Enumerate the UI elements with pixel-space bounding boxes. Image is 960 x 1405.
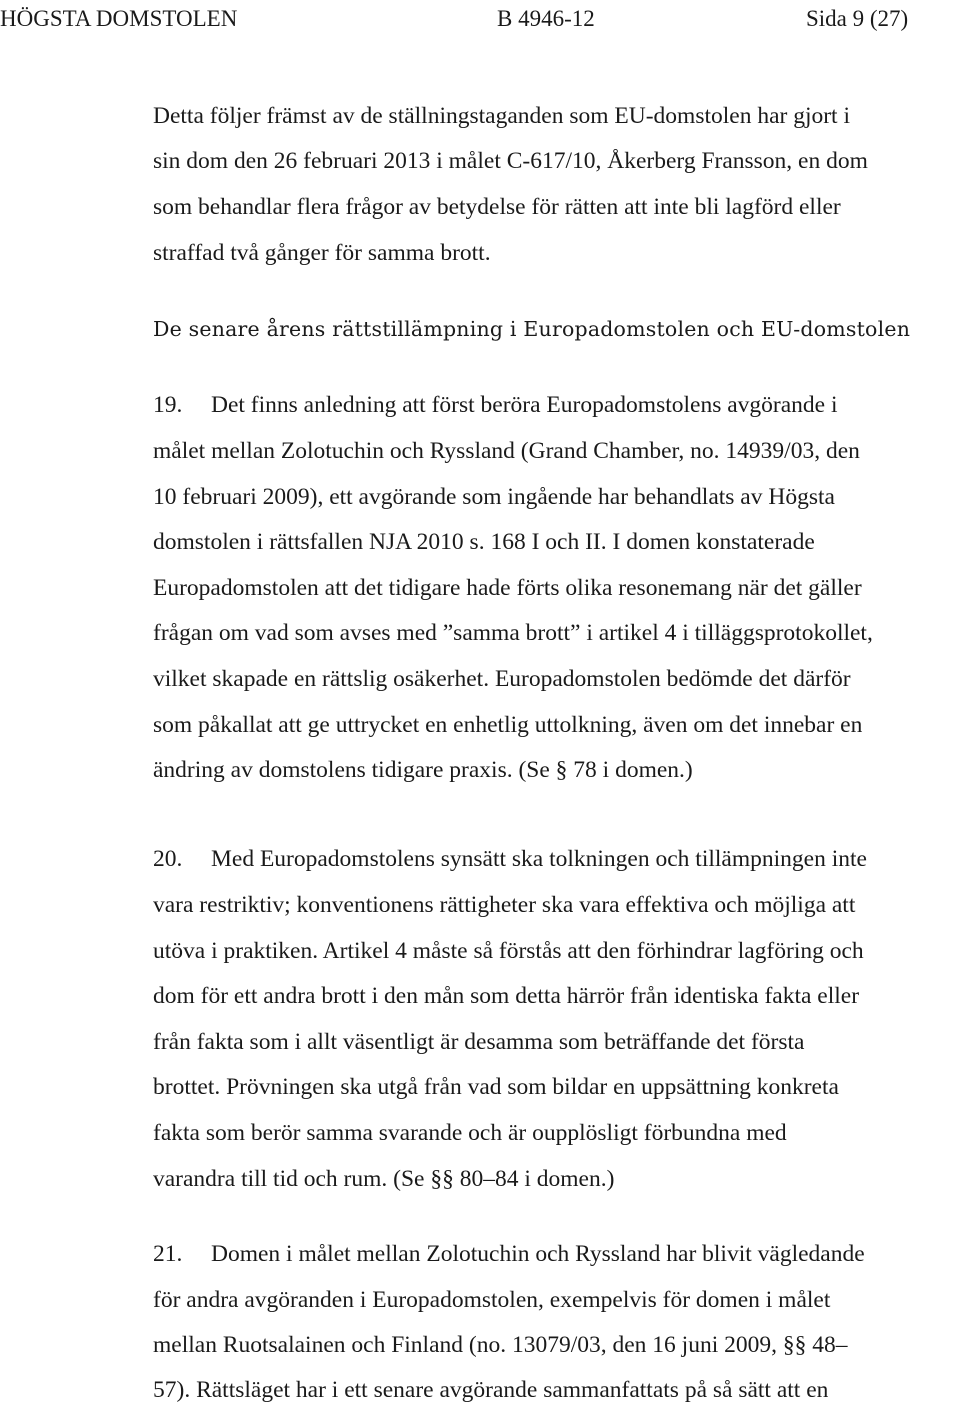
intro-line: Detta följer främst av de ställningstaganden som EU-domstolen har gjort i xyxy=(153,103,850,129)
paragraph-first-line xyxy=(153,390,838,420)
case-number: B 4946-12 xyxy=(497,6,595,31)
paragraph-first-line xyxy=(153,844,867,874)
intro-line: straffad två gånger för samma brott. xyxy=(153,240,491,266)
paragraph-text: Domen i målet mellan Zolotuchin och Ryssland har blivit vägledande xyxy=(211,1241,865,1267)
paragraph-line: vara restriktiv; konventionens rättigheter ska vara effektiva och möjliga att xyxy=(153,892,856,918)
paragraph-line: utöva i praktiken. Artikel 4 måste så förstås att den förhindrar lagföring och xyxy=(153,938,864,964)
court-name: HÖGSTA DOMSTOLEN xyxy=(0,6,238,31)
paragraph-line: varandra till tid och rum. (Se §§ 80–84 i domen.) xyxy=(153,1166,615,1192)
paragraph-line: dom för ett andra brott i den mån som detta härrör från identiska fakta eller xyxy=(153,983,860,1009)
paragraph-line: domstolen i rättsfallen NJA 2010 s. 168 I och II. I domen konstaterade xyxy=(153,529,815,555)
paragraph-text: Med Europadomstolens synsätt ska tolkningen och tillämpningen inte xyxy=(211,846,867,872)
paragraph-number: 21. xyxy=(153,1241,183,1267)
paragraph-line: frågan om vad som avses med ”samma brott” i artikel 4 i tilläggsprotokollet, xyxy=(153,620,873,646)
paragraph-text: Det finns anledning att först beröra Europadomstolens avgörande i xyxy=(211,392,838,418)
paragraph-line: ändring av domstolens tidigare praxis. (Se § 78 i domen.) xyxy=(153,757,693,783)
page-number: Sida 9 (27) xyxy=(806,6,909,31)
paragraph-number: 20. xyxy=(153,846,183,872)
paragraph-line: Europadomstolen att det tidigare hade förts olika resonemang när det gäller xyxy=(153,575,862,601)
paragraph-line: 10 februari 2009), ett avgörande som ingående har behandlats av Högsta xyxy=(153,484,835,510)
paragraph-line: brottet. Prövningen ska utgå från vad som bildar en uppsättning konkreta xyxy=(153,1074,839,1100)
section-heading: De senare årens rättstillämpning i Europadomstolen och EU-domstolen xyxy=(153,317,911,341)
paragraph-line: 57). Rättsläget har i ett senare avgörande sammanfattats på så sätt att en xyxy=(153,1377,829,1403)
paragraph-line: vilket skapade en rättslig osäkerhet. Europadomstolen bedömde det därför xyxy=(153,666,851,692)
paragraph-number: 19. xyxy=(153,392,183,418)
page-header xyxy=(0,4,960,34)
intro-line: sin dom den 26 februari 2013 i målet C-617/10, Åkerberg Fransson, en dom xyxy=(153,148,868,174)
paragraph-line: för andra avgöranden i Europadomstolen, exempelvis för domen i målet xyxy=(153,1287,831,1313)
paragraph-line: från fakta som i allt väsentligt är desamma som beträffande det första xyxy=(153,1029,805,1055)
paragraph-line: fakta som berör samma svarande och är oupplösligt förbundna med xyxy=(153,1120,787,1146)
paragraph-line: som påkallat att ge uttrycket en enhetlig uttolkning, även om det innebar en xyxy=(153,712,863,738)
paragraph-line: målet mellan Zolotuchin och Ryssland (Grand Chamber, no. 14939/03, den xyxy=(153,438,860,464)
paragraph-line: mellan Ruotsalainen och Finland (no. 13079/03, den 16 juni 2009, §§ 48– xyxy=(153,1332,848,1358)
intro-line: som behandlar flera frågor av betydelse för rätten att inte bli lagförd eller xyxy=(153,194,841,220)
paragraph-first-line xyxy=(153,1239,865,1269)
